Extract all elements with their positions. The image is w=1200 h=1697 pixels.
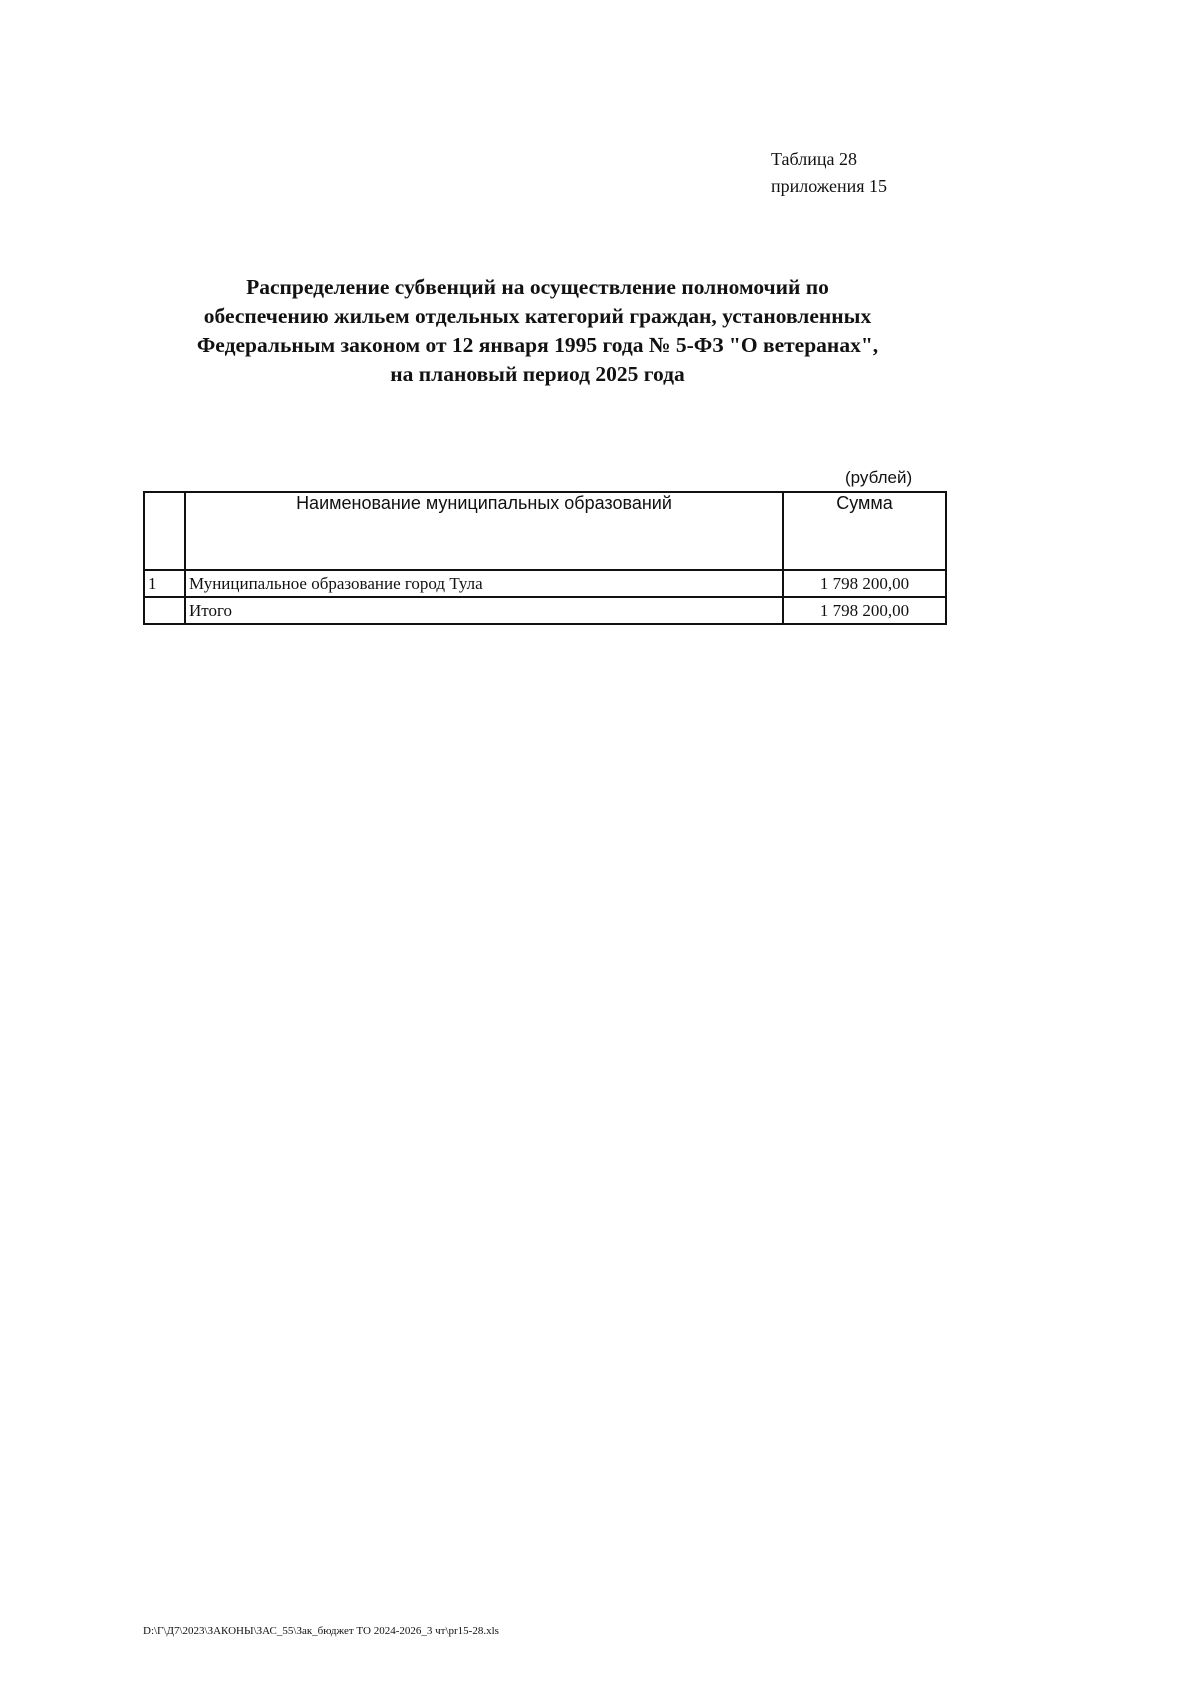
header-municipality-name: Наименование муниципальных образований	[185, 492, 783, 570]
appendix-reference	[771, 146, 887, 200]
header-number	[144, 492, 185, 570]
table-header-row	[144, 492, 946, 570]
total-sum: 1 798 200,00	[783, 597, 946, 624]
title-line-1: Распределение субвенций на осуществление полномочий по	[246, 275, 829, 299]
subvention-table	[143, 491, 947, 625]
table-total-row	[144, 597, 946, 624]
total-number	[144, 597, 185, 624]
row-municipality-name: Муниципальное образование город Тула	[185, 570, 783, 597]
document-title	[130, 273, 945, 389]
table-number: Таблица 28	[771, 149, 857, 169]
file-path-footer: D:\Г\Д7\2023\ЗАКОНЫ\ЗАС_55\Зак_бюджет ТО 2024-2026_3 чт\pr15-28.xls	[143, 1625, 499, 1637]
header-sum: Сумма	[783, 492, 946, 570]
table-row	[144, 570, 946, 597]
title-line-2: обеспечению жильем отдельных категорий граждан, установленных	[203, 304, 872, 328]
title-line-4: на плановый период 2025 года	[390, 362, 685, 386]
row-sum: 1 798 200,00	[783, 570, 946, 597]
total-label: Итого	[185, 597, 783, 624]
title-line-3: Федеральным законом от 12 января 1995 года № 5-ФЗ "О ветеранах",	[196, 333, 879, 357]
appendix-number: приложения 15	[771, 176, 888, 196]
row-number: 1	[144, 570, 185, 597]
units-label: (рублей)	[845, 468, 913, 487]
